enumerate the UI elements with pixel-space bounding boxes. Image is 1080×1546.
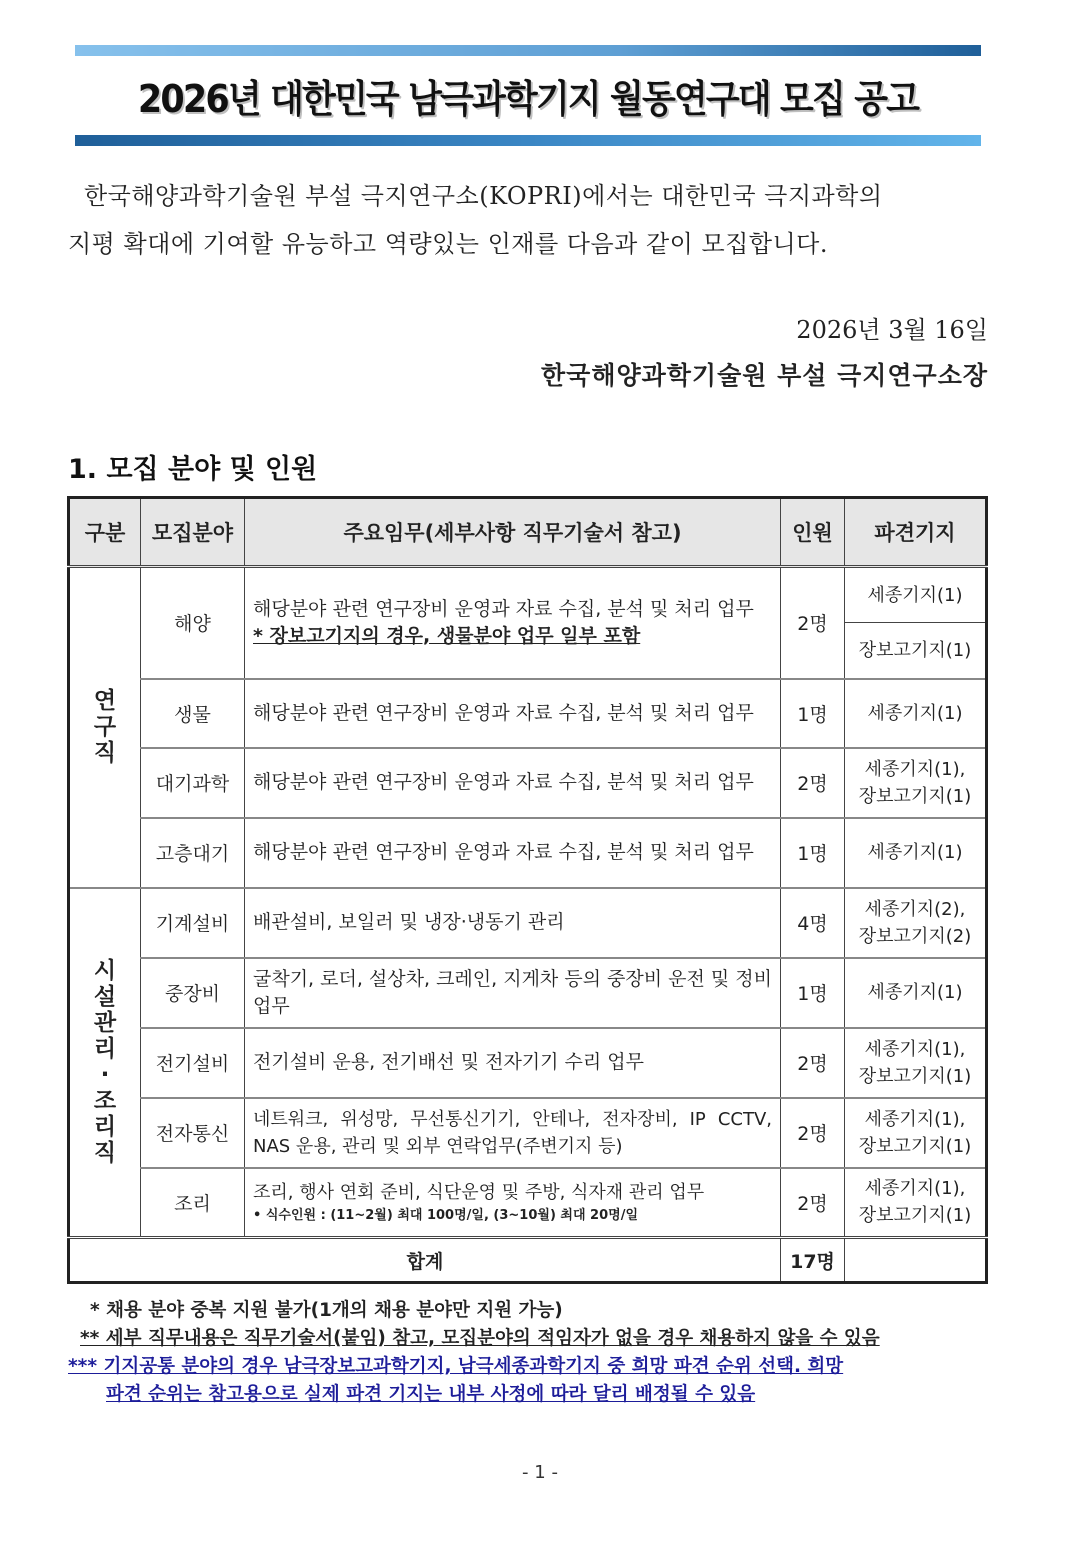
header-group: 구분	[69, 498, 141, 567]
header-base: 파견기지	[845, 498, 987, 567]
announcement-date: 2026년 3월 16일	[796, 316, 988, 344]
duty-cell: 네트워크, 위성망, 무선통신기기, 안테나, 전자장비, IP CCTV, NAS 운용, 관리 및 외부 연락업무(주변기지 등)	[245, 1098, 781, 1168]
table-row	[69, 567, 987, 623]
total-label: 합계	[69, 1238, 781, 1283]
count-cell: 2명	[781, 748, 845, 818]
duty-cell: 해당분야 관련 연구장비 운영과 자료 수집, 분석 및 처리 업무	[245, 679, 781, 748]
base-cell: 세종기지(1)	[845, 818, 987, 888]
duty-cell: 배관설비, 보일러 및 냉장·냉동기 관리	[245, 888, 781, 958]
table-row	[69, 1028, 987, 1098]
field-cell: 생물	[141, 679, 245, 748]
field-cell: 기계설비	[141, 888, 245, 958]
page-number: - 1 -	[522, 1462, 558, 1483]
group-research: 연구직	[69, 567, 141, 888]
field-cell: 대기과학	[141, 748, 245, 818]
duty-cell: 조리, 행사 연회 준비, 식단운영 및 주방, 식자재 관리 업무 • 식수인원 : (11~2월) 최대 100명/일, (3~10월) 최대 20명/일	[245, 1168, 781, 1238]
title-bar-top	[75, 45, 981, 56]
base-cell: 세종기지(1), 장보고기지(1)	[845, 1028, 987, 1098]
total-base	[845, 1238, 987, 1283]
notes	[68, 1297, 993, 1409]
table-row	[69, 1098, 987, 1168]
group-facility: 시설관리·조리직	[69, 888, 141, 1238]
count-cell: 2명	[781, 1098, 845, 1168]
table-row	[69, 1168, 987, 1238]
intro-paragraph	[68, 172, 988, 268]
duty-cell: 굴착기, 로더, 설상차, 크레인, 지게차 등의 중장비 운전 및 정비 업무	[245, 958, 781, 1028]
base-cell: 세종기지(1)	[845, 567, 987, 623]
base-cell: 세종기지(1), 장보고기지(1)	[845, 1098, 987, 1168]
base-cell: 장보고기지(1)	[845, 623, 987, 679]
count-cell: 2명	[781, 567, 845, 679]
field-cell: 해양	[141, 567, 245, 679]
table-row	[69, 818, 987, 888]
duty-cell: 해당분야 관련 연구장비 운영과 자료 수집, 분석 및 처리 업무	[245, 818, 781, 888]
base-cell: 세종기지(1)	[845, 679, 987, 748]
table-row	[69, 748, 987, 818]
duty-cell: 전기설비 운용, 전기배선 및 전자기기 수리 업무	[245, 1028, 781, 1098]
count-cell: 2명	[781, 1168, 845, 1238]
duty-cell: 해당분야 관련 연구장비 운영과 자료 수집, 분석 및 처리 업무	[245, 748, 781, 818]
table-row	[69, 888, 987, 958]
count-cell: 1명	[781, 818, 845, 888]
field-cell: 전자통신	[141, 1098, 245, 1168]
base-cell: 세종기지(1), 장보고기지(1)	[845, 748, 987, 818]
recruitment-table	[67, 496, 988, 1284]
note-1: * 채용 분야 중복 지원 불가(1개의 채용 분야만 지원 가능)	[90, 1300, 563, 1321]
note-2: ** 세부 직무내용은 직무기술서(붙임) 참고, 모집분야의 적임자가 없을 경우 채용하지 않을 수 있음	[80, 1328, 880, 1349]
count-cell: 4명	[781, 888, 845, 958]
intro-line-2: 지평 확대에 기여할 유능하고 역량있는 인재를 다음과 같이 모집합니다.	[68, 230, 828, 258]
header-duty: 주요임무(세부사항 직무기술서 참고)	[245, 498, 781, 567]
header-field: 모집분야	[141, 498, 245, 567]
duty-cell: 해당분야 관련 연구장비 운영과 자료 수집, 분석 및 처리 업무 * 장보고기지의 경우, 생물분야 업무 일부 포함	[245, 567, 781, 679]
duty-note: * 장보고기지의 경우, 생물분야 업무 일부 포함	[253, 624, 641, 647]
base-cell: 세종기지(1)	[845, 958, 987, 1028]
duty-small-note: • 식수인원 : (11~2월) 최대 100명/일, (3~10월) 최대 20명/일	[253, 1207, 639, 1223]
base-cell: 세종기지(1), 장보고기지(1)	[845, 1168, 987, 1238]
document-title: 2026년 대한민국 남극과학기지 월동연구대 모집 공고	[137, 77, 919, 121]
header-count: 인원	[781, 498, 845, 567]
note-3: *** 기지공통 분야의 경우 남극장보고과학기지, 남극세종과학기지 중 희망 파견 순위 선택. 희망 파견 순위는 참고용으로 실제 파견 기지는 내부 사정에 따라 달리 배정될 수 있음	[68, 1356, 844, 1405]
count-cell: 1명	[781, 679, 845, 748]
total-count: 17명	[781, 1238, 845, 1283]
table-header-row	[69, 498, 987, 567]
total-row	[69, 1238, 987, 1283]
section-title-recruitment: 1. 모집 분야 및 인원	[68, 454, 318, 485]
count-cell: 1명	[781, 958, 845, 1028]
field-cell: 조리	[141, 1168, 245, 1238]
table-row	[69, 958, 987, 1028]
table-row	[69, 679, 987, 748]
base-cell: 세종기지(2), 장보고기지(2)	[845, 888, 987, 958]
field-cell: 중장비	[141, 958, 245, 1028]
title-bar-bottom	[75, 135, 981, 146]
field-cell: 전기설비	[141, 1028, 245, 1098]
count-cell: 2명	[781, 1028, 845, 1098]
signer: 한국해양과학기술원 부설 극지연구소장	[541, 361, 988, 390]
field-cell: 고층대기	[141, 818, 245, 888]
intro-line-1: 한국해양과학기술원 부설 극지연구소(KOPRI)에서는 대한민국 극지과학의	[84, 182, 883, 210]
